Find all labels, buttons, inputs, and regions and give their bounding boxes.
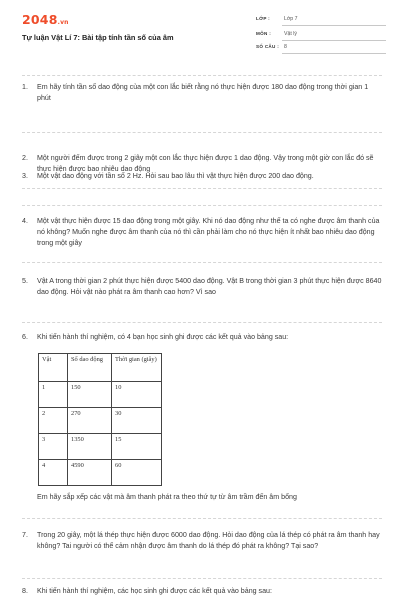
logo-text: 2048 <box>22 12 58 27</box>
question-text: Khi tiến hành thí nghiệm, các học sinh ghi được các kết quả vào bảng sau: <box>37 587 272 595</box>
section-divider <box>22 188 382 189</box>
question-text: Em hãy tính tần số dao động của một con lắc biết rằng nó thực hiện được 180 dao động trong thời gian 1 phút <box>37 83 369 102</box>
section-divider <box>22 322 382 323</box>
table-row <box>39 382 162 408</box>
meta-count-value: 8 <box>284 44 287 50</box>
question-text: Một vật thực hiện được 15 dao động trong một giây. Khi nó dao động như thế ta có nghe được âm thanh của nó không? Muốn nghe được âm thanh của nó thì cần phải làm cho nó thực hiện ít nhất bao nhiêu dao động trong một giây <box>37 217 380 247</box>
question-number: 2. <box>22 154 28 162</box>
question-number: 1. <box>22 83 28 91</box>
meta-class-label: LỚP : <box>256 16 271 21</box>
section-divider <box>22 518 382 519</box>
table-cell: 3 <box>39 434 68 460</box>
section-divider <box>22 205 382 206</box>
table-header-cell: Vật <box>39 354 68 382</box>
question-text: Một người đếm được trong 2 giây một con lắc thực hiện được 1 dao động. Vậy trong một giờ con lắc đó sẽ thực hiện được bao nhiêu dao động <box>37 154 374 173</box>
table-row <box>39 460 162 486</box>
table-cell: 1350 <box>68 434 112 460</box>
question-number: 8. <box>22 587 28 595</box>
section-divider <box>22 132 382 133</box>
table-cell: 10 <box>112 382 162 408</box>
section-divider <box>22 578 382 579</box>
question-text: Em hãy sắp xếp các vật mà âm thanh phát ra theo thứ tự từ âm trầm đến âm bổng <box>37 493 297 501</box>
table-row <box>39 434 162 460</box>
site-logo[interactable] <box>22 12 69 27</box>
page-header <box>0 0 400 72</box>
table-row <box>39 408 162 434</box>
meta-underline <box>282 40 386 41</box>
table-cell: 2 <box>39 408 68 434</box>
question-number: 5. <box>22 277 28 285</box>
q6-data-table <box>38 353 162 486</box>
table-header-row <box>39 354 162 382</box>
table-cell: 4590 <box>68 460 112 486</box>
question-number: 7. <box>22 531 28 539</box>
document-title: Tự luận Vật Lí 7: Bài tập tính tần số của âm <box>22 33 174 42</box>
question-number: 4. <box>22 217 28 225</box>
table-cell: 150 <box>68 382 112 408</box>
table-header-cell: Số dao động <box>68 354 112 382</box>
meta-underline <box>282 53 386 54</box>
meta-class <box>256 14 386 26</box>
question-text: Trong 20 giây, một lá thép thực hiện được 6000 dao động. Hỏi dao động của lá thép có phát ra âm thanh hay không? Tai người có thể cảm nhận được âm thanh do lá thép đó phát ra không? Tại sao? <box>37 531 380 550</box>
question-number: 3. <box>22 172 28 180</box>
table-cell: 270 <box>68 408 112 434</box>
meta-subject <box>256 29 386 41</box>
question-text: Vật A trong thời gian 2 phút thực hiện được 5400 dao động. Vật B trong thời gian 3 phút thực hiện được 8640 dao động. Hỏi vật nào phát ra âm thanh cao hơn? Vì sao <box>37 277 382 296</box>
table-cell: 15 <box>112 434 162 460</box>
table-cell: 4 <box>39 460 68 486</box>
table-cell: 1 <box>39 382 68 408</box>
question-number: 6. <box>22 333 28 341</box>
question-text: Khi tiến hành thí nghiệm, có 4 bạn học sinh ghi được các kết quả vào bảng sau: <box>37 333 289 341</box>
table-cell: 60 <box>112 460 162 486</box>
meta-class-value: Lớp 7 <box>284 16 298 22</box>
meta-subject-value: Vật lý <box>284 31 297 37</box>
table-cell: 30 <box>112 408 162 434</box>
section-divider <box>22 75 382 76</box>
table-header-cell: Thời gian (giây) <box>112 354 162 382</box>
meta-count <box>256 42 386 54</box>
meta-subject-label: MÔN : <box>256 31 272 36</box>
logo-suffix: .vn <box>57 19 69 26</box>
question-text: Một vật dao động với tần số 2 Hz. Hỏi sau bao lâu thì vật thực hiện được 200 dao động. <box>37 172 314 180</box>
meta-count-label: SỐ CÂU : <box>256 44 280 49</box>
meta-underline <box>282 25 386 26</box>
section-divider <box>22 262 382 263</box>
